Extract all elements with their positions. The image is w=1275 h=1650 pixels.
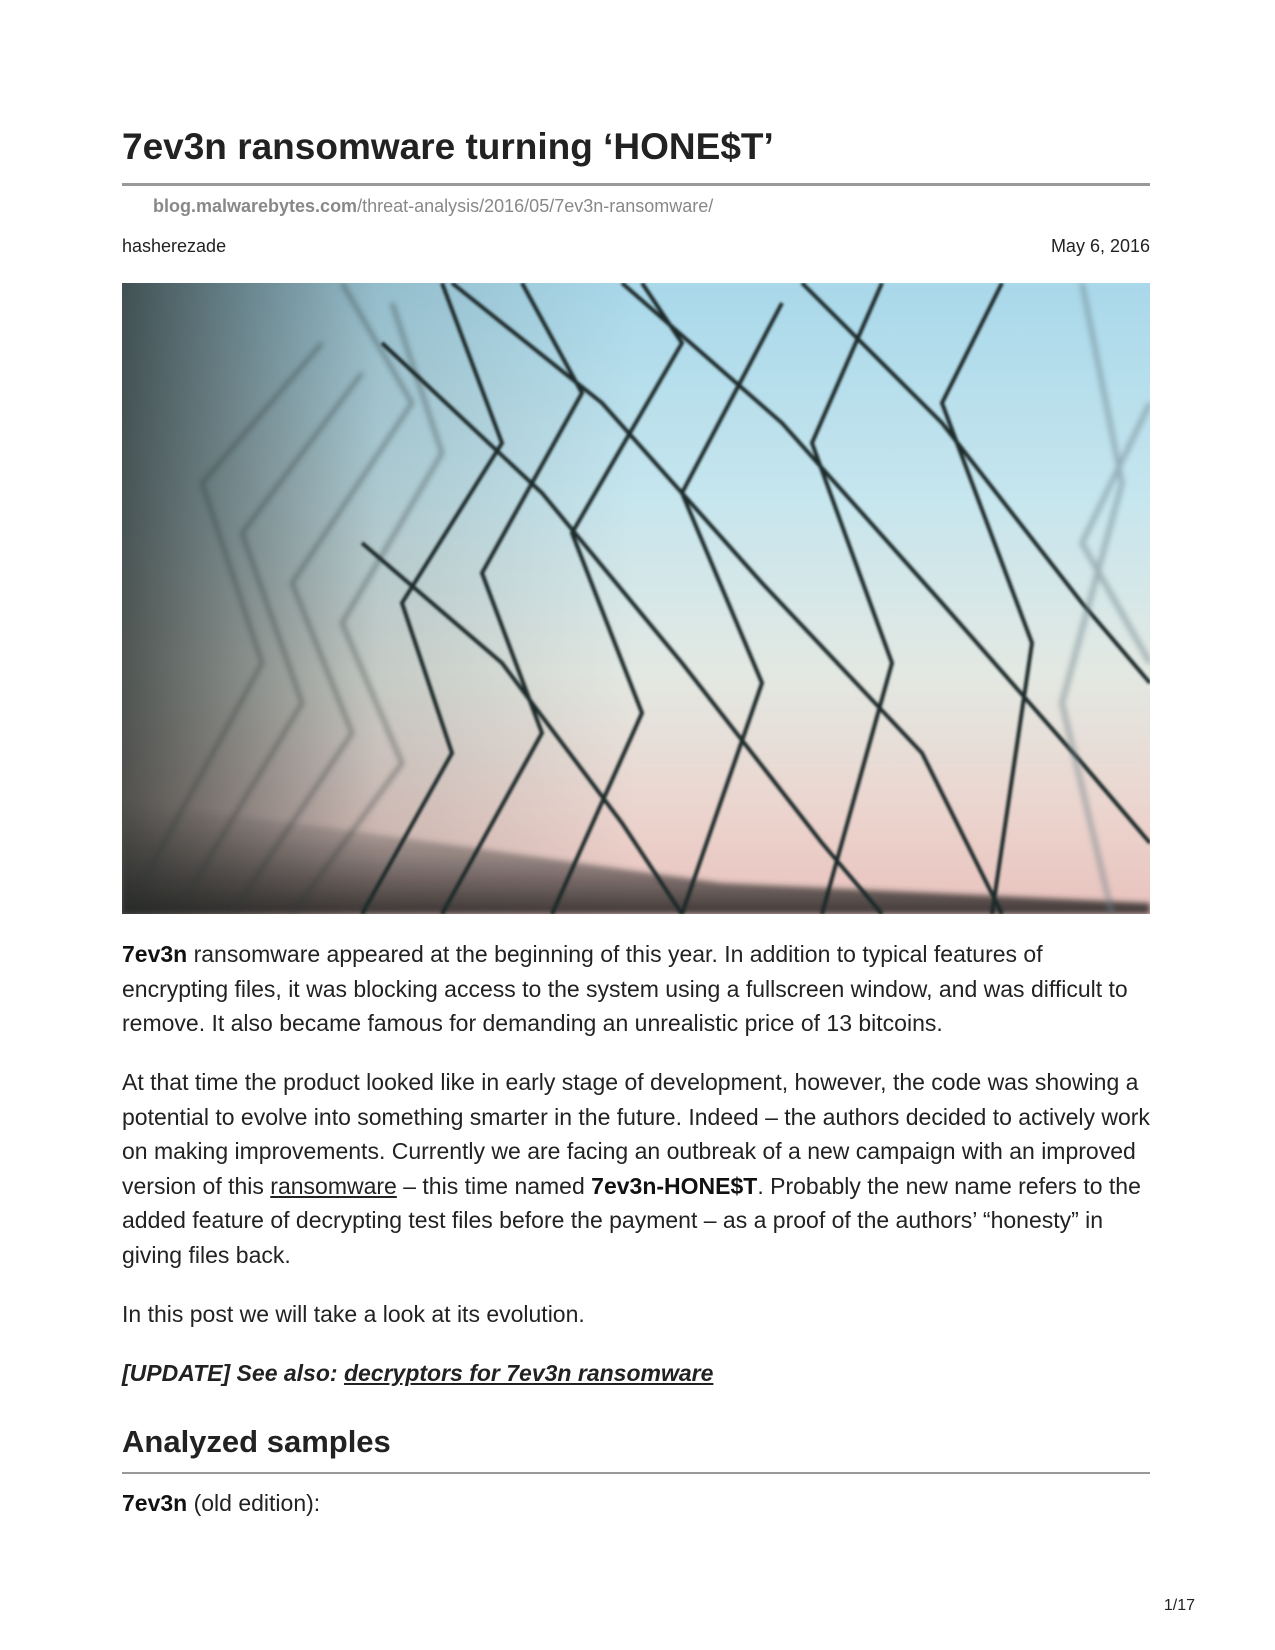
hero-image — [122, 283, 1150, 914]
intro-text: ransomware appeared at the beginning of this year. In addition to typical features of encrypting files, it was blocking access to the system using a fullscreen window, and was difficult to remove. It also became famous for demanding an unrealistic price of 13 bitcoins. — [122, 941, 1128, 1036]
page-number: 1/17 — [1163, 1597, 1195, 1614]
paragraph-history — [122, 1065, 1150, 1272]
title-divider — [122, 183, 1150, 186]
history-text-b: – this time named — [396, 1172, 592, 1199]
history-text-a: At that time the product looked like in early stage of development, however, the code was showing a potential to evolve into something smarter in the future. Indeed – the authors decided to actively work on making improvements. Currently we are facing an outbreak of a new campaign with an improved version of this — [122, 1069, 1150, 1199]
history-bold: 7ev3n-HONE$T — [591, 1172, 758, 1199]
ransomware-link[interactable]: ransomware — [270, 1172, 397, 1199]
article-title: 7ev3n ransomware turning ‘HONE$T’ — [122, 126, 774, 167]
section-divider — [122, 1472, 1150, 1474]
article-author: hasherezade — [122, 236, 227, 256]
samples-text: (old edition): — [187, 1490, 321, 1516]
samples-bold: 7ev3n — [122, 1490, 188, 1516]
paragraph-samples — [122, 1486, 1150, 1521]
intro-bold: 7ev3n — [122, 941, 188, 967]
history-text-c: . Probably the new name refers to the added feature of decrypting test files before the payment – as a proof of the authors’ “honesty” in giving files back. — [122, 1172, 1141, 1268]
decryptors-link[interactable]: decryptors for 7ev3n ransomware — [343, 1360, 714, 1386]
paragraph-evolution: In this post we will take a look at its evolution. — [122, 1301, 585, 1327]
paragraph-intro — [122, 937, 1150, 1041]
source-url[interactable] — [153, 196, 713, 217]
url-path: /threat-analysis/2016/05/7ev3n-ransomware/ — [357, 196, 714, 216]
paragraph-update — [122, 1356, 1150, 1391]
update-prefix: [UPDATE] See also: — [122, 1360, 344, 1386]
section-heading: Analyzed samples — [122, 1424, 391, 1459]
url-domain: blog.malwarebytes.com — [153, 196, 358, 216]
article-date: May 6, 2016 — [1050, 236, 1150, 256]
